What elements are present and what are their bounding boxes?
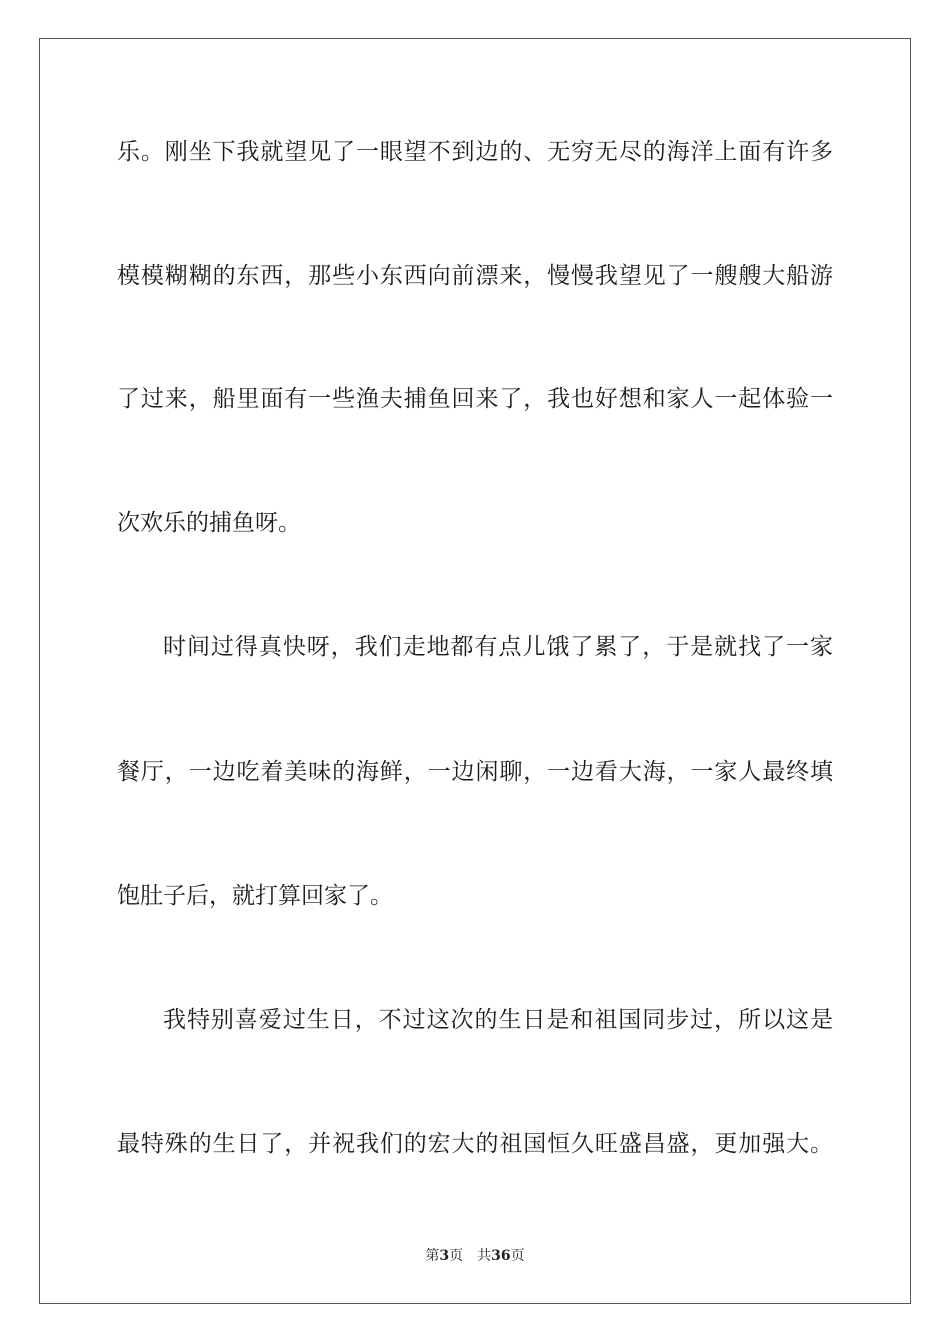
- footer-prefix: 第: [425, 1248, 440, 1264]
- page-footer: [0, 1246, 950, 1266]
- text-line-8: 我特别喜爱过生日，不过这次的生日是和祖国同步过，所以这是: [163, 1007, 833, 1033]
- text-line-2: 模模糊糊的东西，那些小东西向前漂来，慢慢我望见了一艘艘大船游: [117, 263, 833, 289]
- text-line-1: 乐。刚坐下我就望见了一眼望不到边的、无穷无尽的海洋上面有许多: [117, 139, 833, 165]
- footer-page-suffix: 页: [449, 1248, 464, 1264]
- footer-total-prefix: 共: [477, 1248, 492, 1264]
- text-line-6: 餐厅，一边吃着美味的海鲜，一边闲聊，一边看大海，一家人最终填: [117, 759, 833, 785]
- text-line-7: 饱肚子后，就打算回家了。: [117, 883, 393, 909]
- text-line-3: 了过来，船里面有一些渔夫捕鱼回来了，我也好想和家人一起体验一: [117, 386, 833, 412]
- text-line-5: 时间过得真快呀，我们走地都有点儿饿了累了，于是就找了一家: [163, 634, 833, 660]
- text-line-9: 最特殊的生日了，并祝我们的宏大的祖国恒久旺盛昌盛，更加强大。: [117, 1131, 833, 1157]
- text-line-4: 次欢乐的捕鱼呀。: [117, 510, 301, 536]
- footer-total-suffix: 页: [510, 1248, 525, 1264]
- total-page-count: 36: [491, 1248, 511, 1264]
- page-border: [39, 38, 911, 1304]
- current-page-number: 3: [439, 1248, 450, 1264]
